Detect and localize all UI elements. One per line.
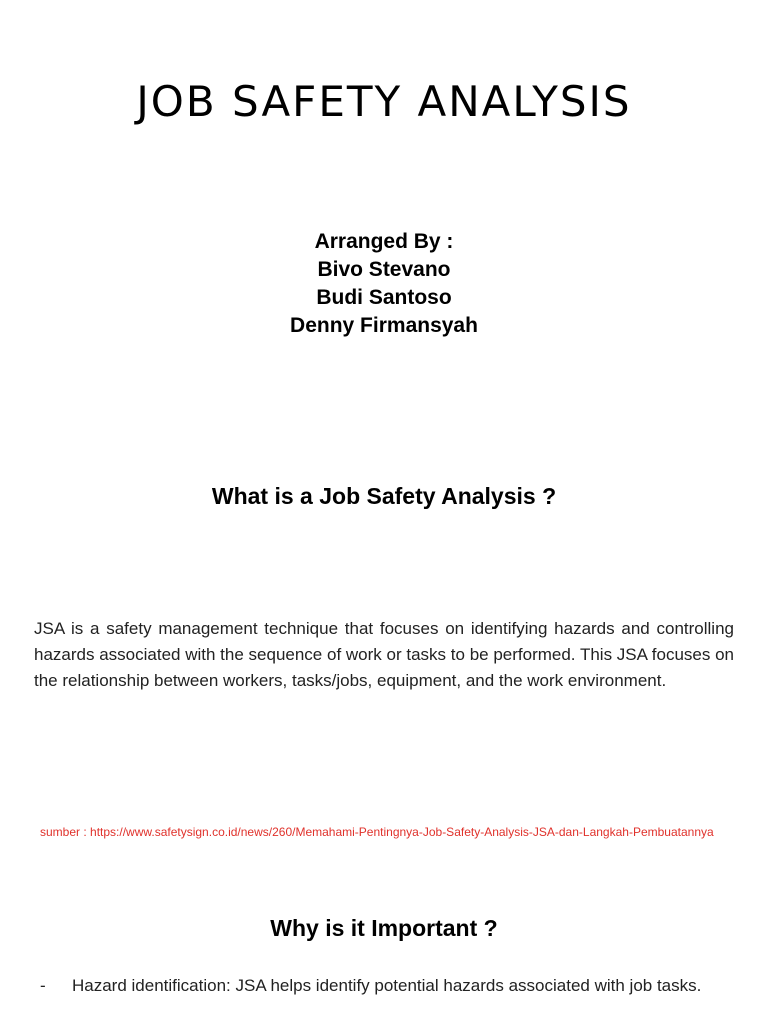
authors-block — [0, 228, 768, 340]
section-heading-what-is-jsa: What is a Job Safety Analysis ? — [211, 483, 557, 509]
author-name: Denny Firmansyah — [290, 314, 478, 337]
list-item — [40, 972, 740, 999]
importance-list — [40, 972, 740, 999]
source-citation: sumber : https://www.safetysign.co.id/news/260/Memahami-Pentingnya-Job-Safety-Analysis-JSA-dan-Langkah-Pembuatannya — [40, 825, 714, 839]
jsa-definition-paragraph: JSA is a safety management technique that focuses on identifying hazards and controlling hazards associated with the sequence of work or tasks to be performed. This JSA focuses on the relationship between workers, tasks/jobs, equipment, and the work environment. — [34, 619, 734, 690]
section-heading-why-important: Why is it Important ? — [270, 915, 498, 941]
bullet-marker: - — [40, 976, 46, 995]
bullet-text: Hazard identification: JSA helps identify potential hazards associated with job tasks. — [72, 976, 702, 995]
page-title: JOB SAFETY ANALYSIS — [136, 77, 632, 126]
author-name: Budi Santoso — [316, 286, 452, 309]
authors-heading: Arranged By : — [314, 230, 454, 253]
author-name: Bivo Stevano — [317, 258, 451, 281]
